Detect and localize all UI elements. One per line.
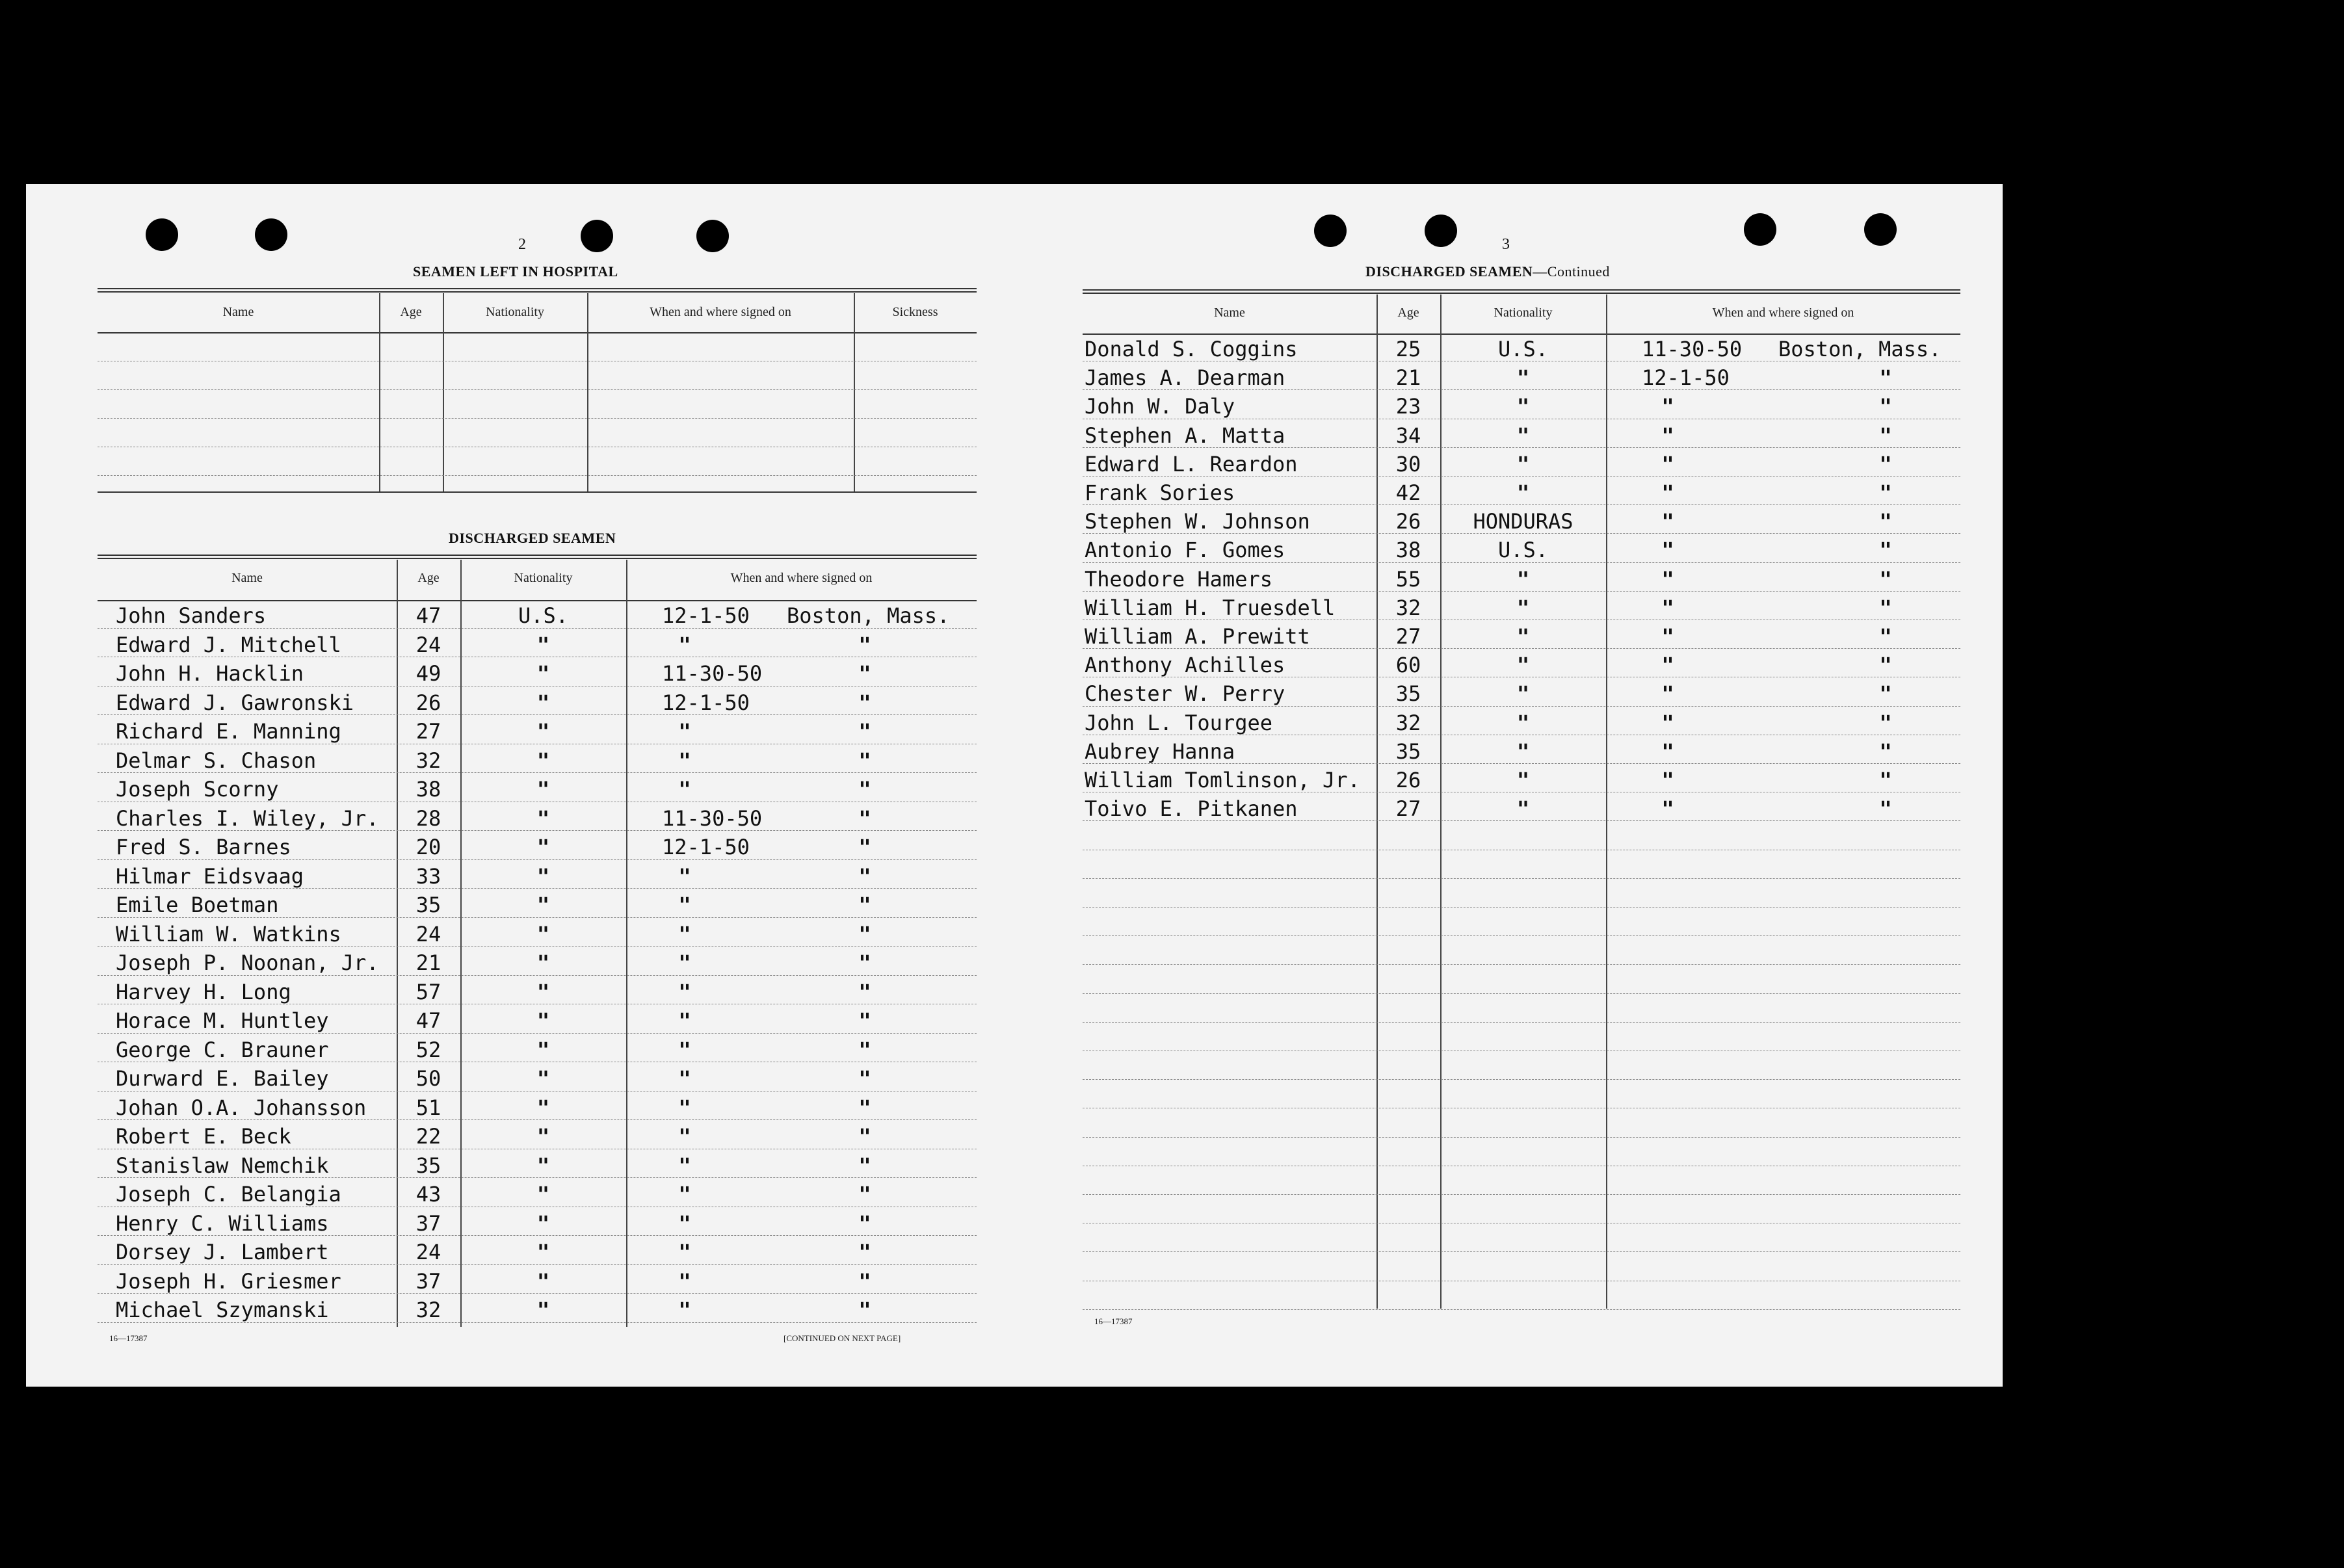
seaman-nationality: U.S. xyxy=(1497,538,1549,563)
signed-on-date: " xyxy=(678,1124,691,1149)
col-header-age: Age xyxy=(1397,306,1419,320)
table-row xyxy=(98,948,977,978)
seaman-name: Stephen A. Matta xyxy=(1085,423,1285,448)
signed-on-place: " xyxy=(1879,595,1892,620)
table-row xyxy=(98,1064,977,1093)
signed-on-place: " xyxy=(1879,480,1892,505)
signed-on-date: " xyxy=(1661,796,1674,822)
signed-on-place: " xyxy=(858,748,871,773)
seaman-nationality: " xyxy=(536,950,550,975)
seaman-name: Harvey H. Long xyxy=(116,979,291,1004)
table-row xyxy=(98,862,977,891)
seaman-name: Aubrey Hanna xyxy=(1085,738,1235,764)
seaman-name: William H. Truesdell xyxy=(1085,595,1336,620)
table-row xyxy=(98,1209,977,1238)
signed-on-date: " xyxy=(1661,566,1674,592)
row-rule xyxy=(1083,1194,1960,1195)
signed-on-place: " xyxy=(1879,681,1892,707)
seaman-nationality: " xyxy=(1516,451,1530,477)
seaman-age: 35 xyxy=(415,1153,441,1178)
signed-on-place: " xyxy=(858,719,871,744)
signed-on-place: " xyxy=(858,863,871,889)
signed-on-date: " xyxy=(678,1182,691,1207)
col-header-name: Name xyxy=(1214,306,1245,320)
col-header-nationality: Nationality xyxy=(1494,306,1553,320)
signed-on-date: " xyxy=(678,719,691,744)
table-row xyxy=(98,717,977,746)
seaman-name: John L. Tourgee xyxy=(1085,710,1272,735)
seaman-nationality: " xyxy=(536,921,550,947)
signed-on-place: " xyxy=(858,661,871,686)
seaman-nationality: U.S. xyxy=(1497,337,1549,361)
seaman-nationality: " xyxy=(1516,566,1530,592)
table-row xyxy=(1083,421,1960,450)
signed-on-date: " xyxy=(678,1268,691,1294)
seaman-nationality: " xyxy=(536,1240,550,1264)
signed-on-date: " xyxy=(1661,653,1674,678)
seaman-name: Fred S. Barnes xyxy=(116,835,291,859)
seaman-nationality: " xyxy=(1516,595,1530,620)
seaman-name: Charles I. Wiley, Jr. xyxy=(116,805,379,831)
seaman-nationality: " xyxy=(536,632,550,657)
seaman-age: 43 xyxy=(415,1182,441,1207)
seaman-age: 32 xyxy=(415,1298,441,1322)
seaman-age: 50 xyxy=(415,1066,441,1091)
table-row xyxy=(98,601,977,631)
hospital-table xyxy=(98,288,977,503)
seaman-name: Richard E. Manning xyxy=(116,719,341,744)
seaman-nationality: " xyxy=(536,1008,550,1033)
seaman-age: 27 xyxy=(415,719,441,744)
signed-on-place: " xyxy=(858,632,871,657)
seaman-age: 21 xyxy=(1395,365,1421,391)
punch-hole xyxy=(696,220,729,252)
signed-on-date: 11-30-50 xyxy=(1642,337,1743,361)
seaman-nationality: " xyxy=(1516,738,1530,764)
form-number: 16—17387 xyxy=(109,1333,148,1343)
seaman-name: George C. Brauner xyxy=(116,1037,329,1062)
seaman-age: 35 xyxy=(415,893,441,917)
punch-hole xyxy=(1864,213,1897,246)
signed-on-date: " xyxy=(1661,681,1674,707)
seaman-nationality: " xyxy=(536,777,550,802)
signed-on-place: " xyxy=(858,1066,871,1091)
seaman-name: William Tomlinson, Jr. xyxy=(1085,768,1360,792)
table-row xyxy=(98,1296,977,1325)
seaman-nationality: " xyxy=(536,1210,550,1236)
row-rule xyxy=(1083,964,1960,965)
signed-on-date: " xyxy=(678,1298,691,1322)
table-row xyxy=(98,1238,977,1267)
table-row xyxy=(1083,766,1960,794)
seaman-name: Stephen W. Johnson xyxy=(1085,509,1310,534)
punch-hole xyxy=(146,218,178,251)
col-header-when-where: When and where signed on xyxy=(650,305,791,319)
signed-on-place: " xyxy=(1879,738,1892,764)
seaman-nationality: " xyxy=(1516,394,1530,419)
seaman-name: Horace M. Huntley xyxy=(116,1008,329,1033)
signed-on-date: " xyxy=(678,863,691,889)
seaman-name: Stanislaw Nemchik xyxy=(116,1153,329,1178)
form-number: 16—17387 xyxy=(1094,1316,1133,1326)
table-row xyxy=(1083,392,1960,421)
page-number: 2 xyxy=(518,236,526,253)
signed-on-place: " xyxy=(858,1268,871,1294)
seaman-name: Donald S. Coggins xyxy=(1085,337,1298,361)
punch-hole xyxy=(1314,215,1347,247)
seaman-name: Theodore Hamers xyxy=(1085,566,1272,592)
signed-on-place: " xyxy=(858,805,871,831)
table-row xyxy=(1083,794,1960,823)
signed-on-date: " xyxy=(678,1066,691,1091)
signed-on-date: 12-1-50 xyxy=(1642,365,1730,391)
signed-on-date: 11-30-50 xyxy=(662,661,763,686)
seaman-age: 42 xyxy=(1395,480,1421,505)
signed-on-place: " xyxy=(858,893,871,917)
seaman-age: 22 xyxy=(415,1124,441,1149)
seaman-age: 32 xyxy=(415,748,441,773)
signed-on-place: " xyxy=(858,835,871,859)
row-rule xyxy=(1083,1309,1960,1310)
signed-on-date: " xyxy=(678,1240,691,1264)
signed-on-place: " xyxy=(1879,653,1892,678)
table-row xyxy=(98,978,977,1007)
seaman-age: 20 xyxy=(415,835,441,859)
seaman-nationality: " xyxy=(536,748,550,773)
table-row xyxy=(1083,651,1960,679)
signed-on-date: " xyxy=(678,979,691,1004)
row-rule xyxy=(1083,1022,1960,1023)
seaman-age: 47 xyxy=(415,1008,441,1033)
seaman-age: 37 xyxy=(415,1210,441,1236)
table-row xyxy=(98,1006,977,1036)
seaman-age: 37 xyxy=(415,1268,441,1294)
col-header-when-where: When and where signed on xyxy=(730,571,873,585)
seaman-age: 52 xyxy=(415,1037,441,1062)
signed-on-place: Boston, Mass. xyxy=(1778,337,1942,361)
seaman-name: Emile Boetman xyxy=(116,893,279,917)
seaman-age: 47 xyxy=(415,603,441,628)
signed-on-place: " xyxy=(1879,423,1892,448)
signed-on-place: " xyxy=(858,1037,871,1062)
signed-on-place: " xyxy=(1879,365,1892,391)
title-suffix: —Continued xyxy=(1533,263,1610,280)
seaman-age: 49 xyxy=(415,661,441,686)
table-row xyxy=(98,891,977,920)
table-row xyxy=(98,920,977,949)
punch-hole xyxy=(581,220,613,252)
seaman-name: Joseph P. Noonan, Jr. xyxy=(116,950,379,975)
signed-on-date: " xyxy=(1661,768,1674,792)
seaman-nationality: " xyxy=(1516,423,1530,448)
col-header-age: Age xyxy=(400,305,422,319)
signed-on-date: " xyxy=(1661,624,1674,649)
signed-on-place: " xyxy=(1879,624,1892,649)
signed-on-date: " xyxy=(1661,394,1674,419)
seaman-age: 24 xyxy=(415,921,441,947)
discharged-table-right xyxy=(1083,289,1960,1310)
signed-on-date: " xyxy=(1661,738,1674,764)
signed-on-place: " xyxy=(858,1124,871,1149)
seaman-name: Edward J. Mitchell xyxy=(116,632,341,657)
seaman-age: 24 xyxy=(415,1240,441,1264)
seaman-name: John H. Hacklin xyxy=(116,661,304,686)
seaman-name: Joseph Scorny xyxy=(116,777,279,802)
seaman-name: Joseph C. Belangia xyxy=(116,1182,341,1207)
seaman-nationality: " xyxy=(536,863,550,889)
seaman-age: 24 xyxy=(415,632,441,657)
seaman-nationality: " xyxy=(536,835,550,859)
table-row xyxy=(98,746,977,776)
seaman-name: Delmar S. Chason xyxy=(116,748,317,773)
signed-on-date: " xyxy=(678,748,691,773)
table-row xyxy=(98,775,977,804)
seaman-age: 32 xyxy=(1395,595,1421,620)
seaman-name: William W. Watkins xyxy=(116,921,341,947)
signed-on-place: " xyxy=(858,979,871,1004)
seaman-age: 23 xyxy=(1395,394,1421,419)
table-row xyxy=(1083,478,1960,507)
row-rule xyxy=(1083,878,1960,879)
seaman-nationality: " xyxy=(1516,653,1530,678)
seaman-name: Hilmar Eidsvaag xyxy=(116,863,304,889)
table-row xyxy=(98,1093,977,1123)
signed-on-date: " xyxy=(678,777,691,802)
seaman-age: 35 xyxy=(1395,738,1421,764)
signed-on-date: " xyxy=(1661,451,1674,477)
table-row xyxy=(98,1180,977,1209)
seaman-age: 27 xyxy=(1395,796,1421,822)
seaman-name: John W. Daly xyxy=(1085,394,1235,419)
seaman-age: 26 xyxy=(1395,509,1421,534)
signed-on-date: " xyxy=(678,1153,691,1178)
seaman-nationality: " xyxy=(536,1153,550,1178)
seaman-name: William A. Prewitt xyxy=(1085,624,1310,649)
seaman-name: Toivo E. Pitkanen xyxy=(1085,796,1298,822)
seaman-nationality: " xyxy=(1516,365,1530,391)
signed-on-place: " xyxy=(1879,538,1892,563)
seaman-age: 25 xyxy=(1395,337,1421,361)
seaman-name: Anthony Achilles xyxy=(1085,653,1285,678)
seaman-nationality: " xyxy=(536,979,550,1004)
signed-on-date: " xyxy=(678,1008,691,1033)
signed-on-place: " xyxy=(1879,451,1892,477)
signed-on-place: " xyxy=(858,1153,871,1178)
signed-on-date: " xyxy=(678,893,691,917)
col-header-name: Name xyxy=(222,305,254,319)
seaman-nationality: " xyxy=(1516,768,1530,792)
seaman-name: Henry C. Williams xyxy=(116,1210,329,1236)
signed-on-place: " xyxy=(858,1240,871,1264)
seaman-nationality: " xyxy=(536,1268,550,1294)
signed-on-place: " xyxy=(858,950,871,975)
signed-on-place: " xyxy=(1879,768,1892,792)
seaman-age: 35 xyxy=(1395,681,1421,707)
discharged-section-title: DISCHARGED SEAMEN xyxy=(449,530,616,546)
table-row xyxy=(98,1122,977,1151)
seaman-nationality: " xyxy=(536,661,550,686)
seaman-name: Edward J. Gawronski xyxy=(116,690,354,715)
seaman-age: 38 xyxy=(415,777,441,802)
table-row xyxy=(1083,363,1960,392)
seaman-nationality: " xyxy=(536,719,550,744)
table-row xyxy=(98,1036,977,1065)
seaman-nationality: U.S. xyxy=(518,603,569,628)
seaman-age: 38 xyxy=(1395,538,1421,563)
signed-on-date: " xyxy=(678,1037,691,1062)
signed-on-place: " xyxy=(858,1008,871,1033)
seaman-name: Joseph H. Griesmer xyxy=(116,1268,341,1294)
seaman-age: 27 xyxy=(1395,624,1421,649)
signed-on-date: " xyxy=(678,921,691,947)
table-row xyxy=(98,804,977,833)
table-row xyxy=(1083,565,1960,594)
col-header-sickness: Sickness xyxy=(892,305,938,319)
signed-on-place: " xyxy=(858,1298,871,1322)
register-page xyxy=(26,184,2003,1387)
seaman-age: 57 xyxy=(415,979,441,1004)
signed-on-place: " xyxy=(858,1182,871,1207)
seaman-nationality: " xyxy=(536,1298,550,1322)
seaman-nationality: " xyxy=(536,805,550,831)
table-row xyxy=(1083,594,1960,622)
signed-on-place: " xyxy=(858,777,871,802)
seaman-age: 26 xyxy=(1395,768,1421,792)
signed-on-date: 12-1-50 xyxy=(662,835,750,859)
col-header-when-where: When and where signed on xyxy=(1712,306,1854,320)
seaman-age: 26 xyxy=(415,690,441,715)
seaman-nationality: " xyxy=(536,1037,550,1062)
seaman-nationality: " xyxy=(1516,480,1530,505)
col-header-nationality: Nationality xyxy=(514,571,573,585)
seaman-name: Robert E. Beck xyxy=(116,1124,291,1149)
row-rule xyxy=(1083,993,1960,994)
punch-hole xyxy=(1744,213,1776,246)
row-rule xyxy=(1083,1251,1960,1252)
signed-on-place: " xyxy=(1879,566,1892,592)
signed-on-place: " xyxy=(858,1210,871,1236)
seaman-age: 51 xyxy=(415,1095,441,1120)
col-header-nationality: Nationality xyxy=(486,305,544,319)
seaman-name: Johan O.A. Johansson xyxy=(116,1095,367,1120)
seaman-nationality: " xyxy=(536,690,550,715)
seaman-nationality: " xyxy=(1516,624,1530,649)
seaman-nationality: " xyxy=(536,1095,550,1120)
signed-on-date: " xyxy=(1661,480,1674,505)
signed-on-place: Boston, Mass. xyxy=(787,603,950,628)
seaman-age: 33 xyxy=(415,863,441,889)
table-row xyxy=(1083,536,1960,564)
signed-on-date: " xyxy=(1661,710,1674,735)
discharged-table-left xyxy=(98,555,977,1328)
signed-on-date: " xyxy=(1661,423,1674,448)
seaman-name: Durward E. Bailey xyxy=(116,1066,329,1091)
seaman-nationality: " xyxy=(1516,710,1530,735)
signed-on-place: " xyxy=(1879,394,1892,419)
row-rule xyxy=(1083,1079,1960,1080)
table-row xyxy=(1083,622,1960,651)
signed-on-date: " xyxy=(678,1210,691,1236)
seaman-name: James A. Dearman xyxy=(1085,365,1285,391)
signed-on-place: " xyxy=(1879,796,1892,822)
seaman-name: John Sanders xyxy=(116,603,267,628)
signed-on-date: 12-1-50 xyxy=(662,603,750,628)
col-header-name: Name xyxy=(231,571,263,585)
seaman-nationality: HONDURAS xyxy=(1473,509,1574,534)
signed-on-date: 11-30-50 xyxy=(662,805,763,831)
seaman-name: Frank Sories xyxy=(1085,480,1235,505)
hospital-section-title: SEAMEN LEFT IN HOSPITAL xyxy=(413,263,618,280)
table-row xyxy=(98,1267,977,1296)
seaman-name: Chester W. Perry xyxy=(1085,681,1285,707)
table-row xyxy=(98,833,977,862)
row-rule xyxy=(1083,1137,1960,1138)
seaman-nationality: " xyxy=(536,1066,550,1091)
row-rule xyxy=(1083,907,1960,908)
table-row xyxy=(98,1151,977,1181)
seaman-age: 55 xyxy=(1395,566,1421,592)
signed-on-place: " xyxy=(858,690,871,715)
signed-on-date: " xyxy=(1661,509,1674,534)
signed-on-date: " xyxy=(678,1095,691,1120)
table-row xyxy=(98,631,977,660)
signed-on-date: " xyxy=(678,950,691,975)
table-row xyxy=(1083,507,1960,536)
seaman-age: 21 xyxy=(415,950,441,975)
seaman-age: 28 xyxy=(415,805,441,831)
signed-on-place: " xyxy=(858,921,871,947)
signed-on-date: " xyxy=(1661,538,1674,563)
table-row xyxy=(1083,450,1960,478)
col-header-age: Age xyxy=(417,571,440,585)
seaman-nationality: " xyxy=(1516,796,1530,822)
signed-on-date: " xyxy=(1661,595,1674,620)
punch-hole xyxy=(255,218,287,251)
signed-on-date: 12-1-50 xyxy=(662,690,750,715)
signed-on-place: " xyxy=(1879,710,1892,735)
seaman-name: Edward L. Reardon xyxy=(1085,451,1298,477)
punch-hole xyxy=(1425,215,1457,247)
table-row xyxy=(98,659,977,688)
signed-on-place: " xyxy=(858,1095,871,1120)
row-rule xyxy=(1083,935,1960,936)
table-row xyxy=(1083,679,1960,708)
seaman-name: Dorsey J. Lambert xyxy=(116,1240,329,1264)
seaman-age: 34 xyxy=(1395,423,1421,448)
seaman-nationality: " xyxy=(536,893,550,917)
table-row xyxy=(1083,335,1960,363)
seaman-age: 30 xyxy=(1395,451,1421,477)
seaman-age: 60 xyxy=(1395,653,1421,678)
page-number: 3 xyxy=(1502,236,1510,253)
discharged-continued-title xyxy=(1365,263,1610,280)
seaman-nationality: " xyxy=(1516,681,1530,707)
title-main: DISCHARGED SEAMEN xyxy=(1365,263,1533,280)
signed-on-place: " xyxy=(1879,509,1892,534)
table-row xyxy=(1083,709,1960,737)
seaman-age: 32 xyxy=(1395,710,1421,735)
seaman-name: Antonio F. Gomes xyxy=(1085,538,1285,563)
seaman-nationality: " xyxy=(536,1124,550,1149)
seaman-name: Michael Szymanski xyxy=(116,1298,329,1322)
seaman-nationality: " xyxy=(536,1182,550,1207)
continued-note: [CONTINUED ON NEXT PAGE] xyxy=(784,1333,901,1343)
signed-on-date: " xyxy=(678,632,691,657)
table-row xyxy=(1083,737,1960,766)
table-row xyxy=(98,688,977,718)
